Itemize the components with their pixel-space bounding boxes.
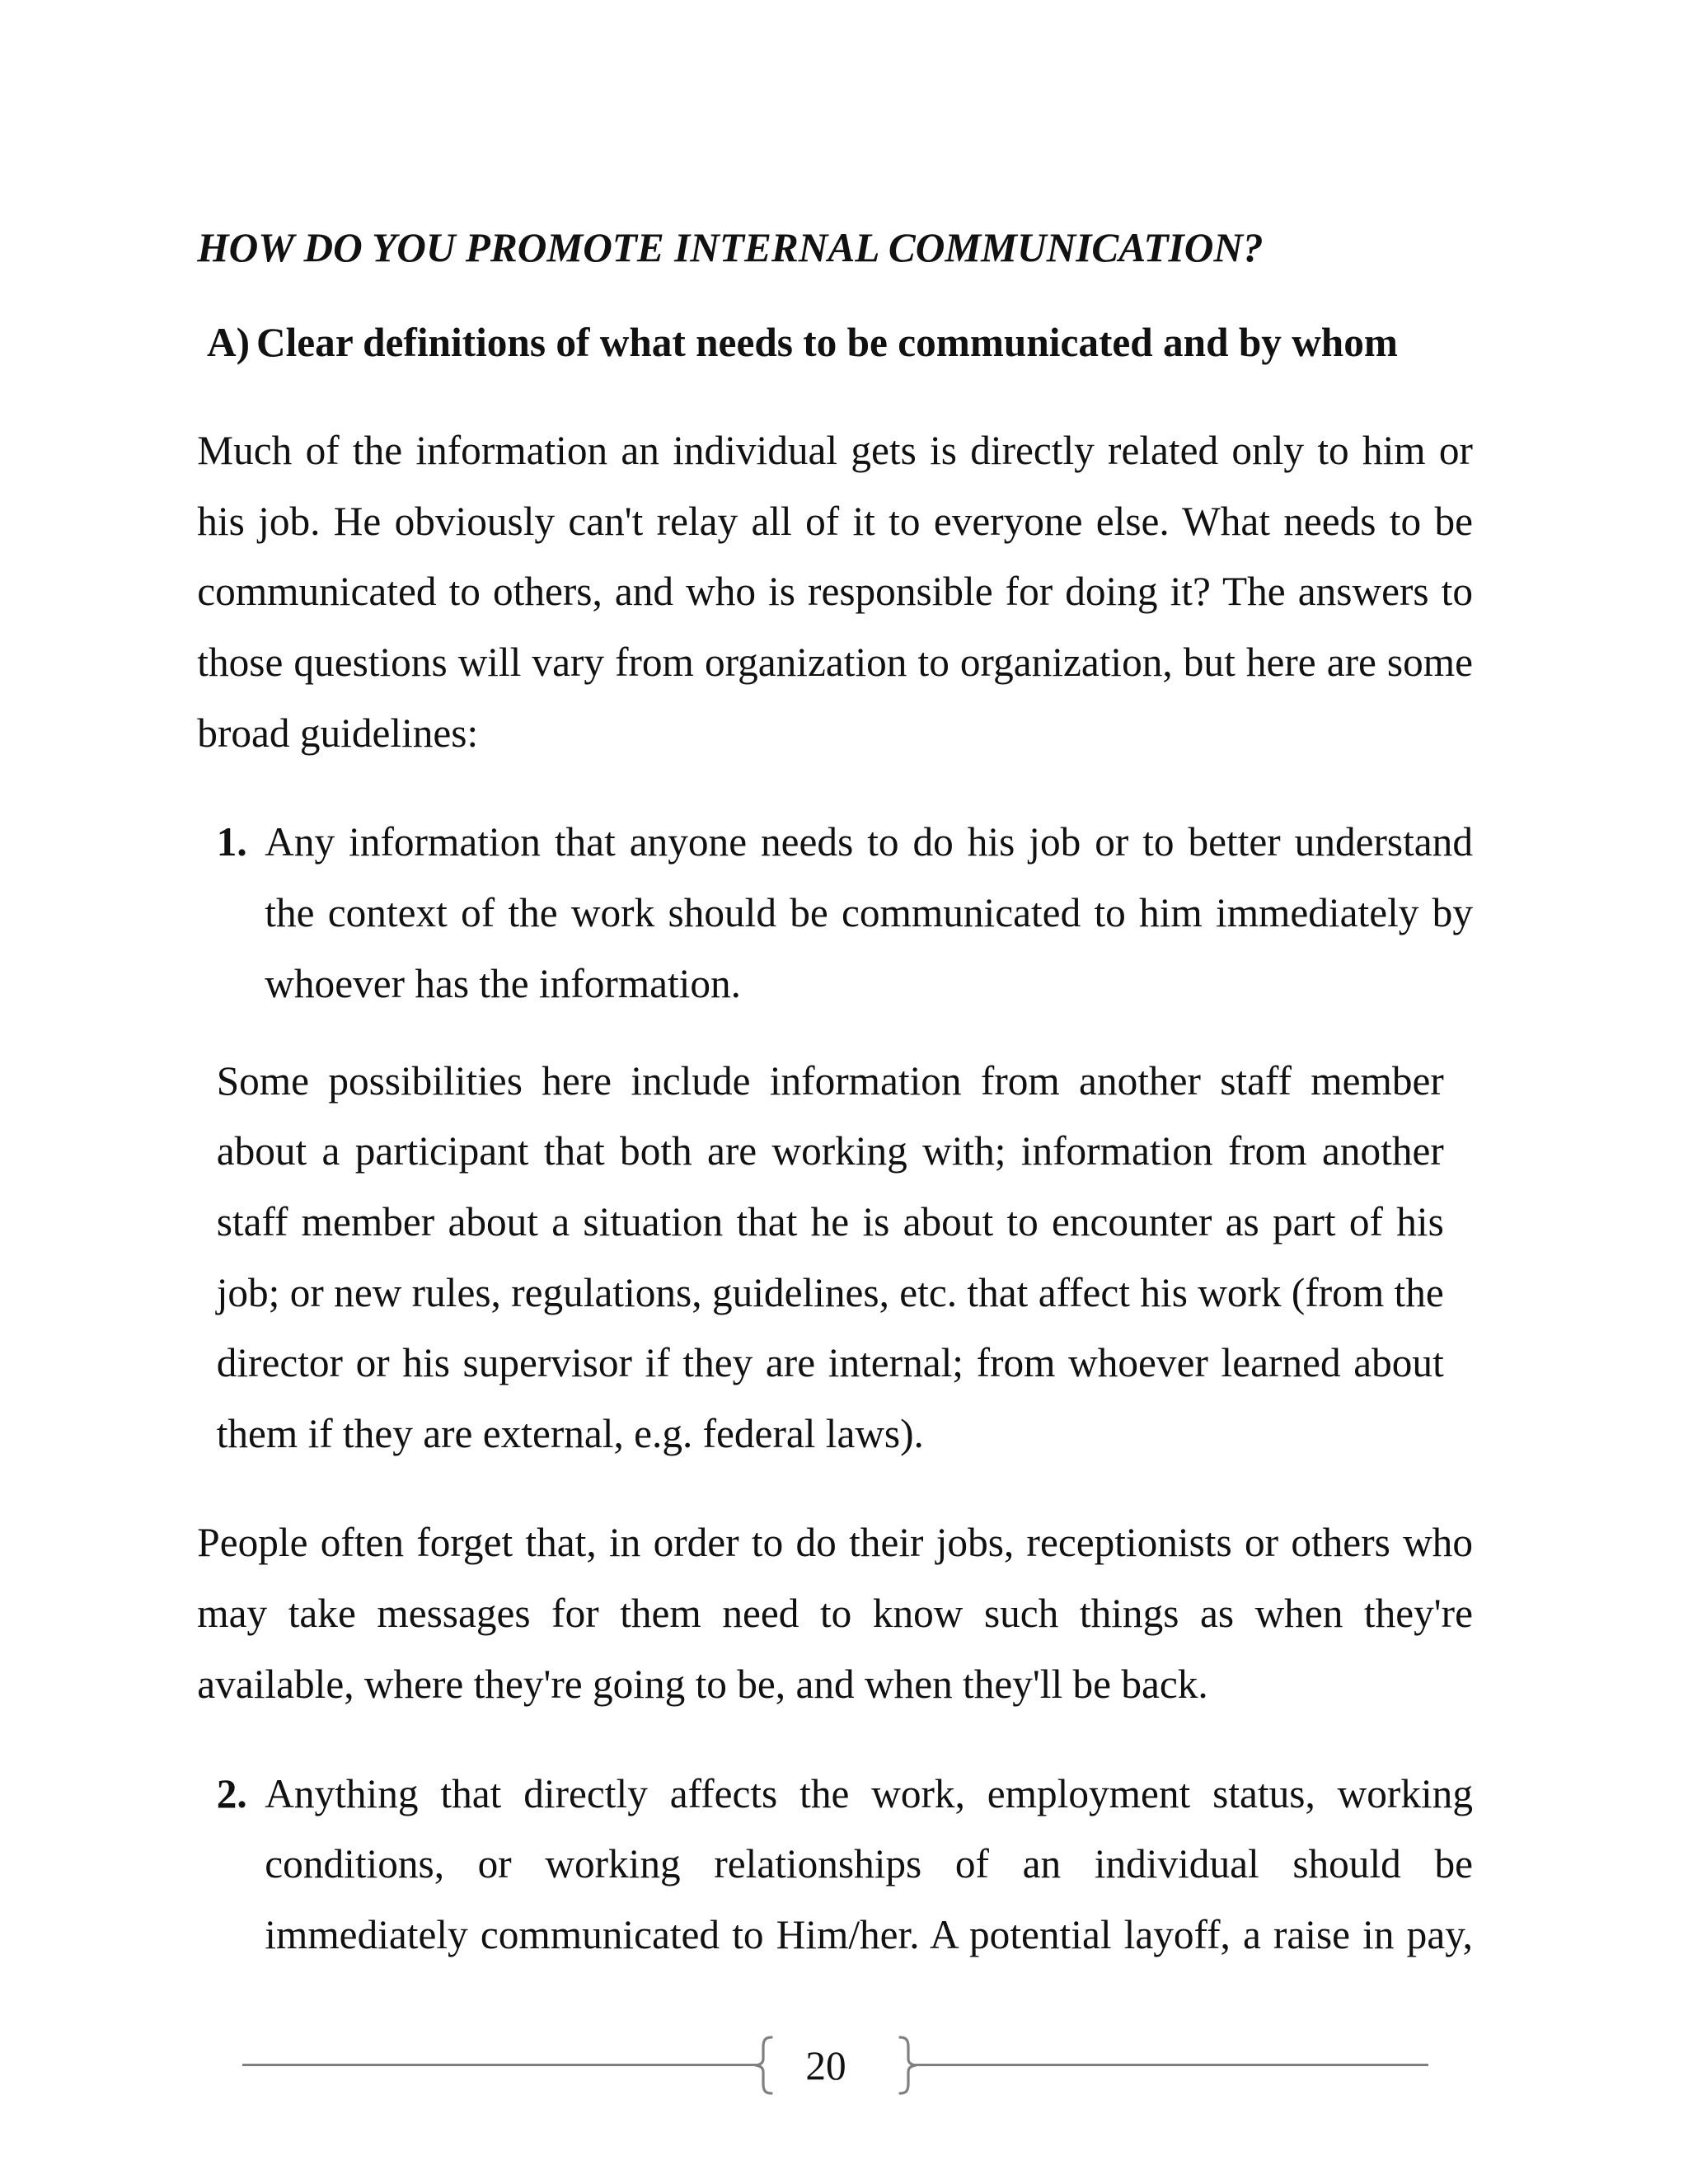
page-number: 20 xyxy=(805,2042,846,2088)
list-item-text xyxy=(265,1759,1473,1971)
section-heading: HOW DO YOU PROMOTE INTERNAL COMMUNICATION? xyxy=(197,225,1264,270)
paragraph-line: communicated to others, and who is responsible for doing it? The answers to xyxy=(197,569,1473,615)
paragraph-line: about a participant that both are working with; information from another xyxy=(216,1128,1444,1174)
list-item-number: 1. xyxy=(216,819,247,865)
paragraph-line: People often forget that, in order to do their jobs, receptionists or others who xyxy=(197,1520,1473,1566)
subsection-marker: A) xyxy=(207,320,251,366)
paragraph-line: immediately communicated to Him/her. A potential layoff, a raise in pay, xyxy=(265,1912,1473,1958)
paragraph-line: them if they are external, e.g. federal laws). xyxy=(216,1411,924,1457)
subsection-title: Clear definitions of what needs to be communicated and by whom xyxy=(256,320,1398,366)
list-item-number: 2. xyxy=(216,1770,247,1816)
left-brace-icon xyxy=(753,2036,775,2095)
right-brace-path xyxy=(900,2037,916,2093)
paragraph-line: the context of the work should be communicated to him immediately by xyxy=(265,889,1473,935)
paragraph-line: those questions will vary from organization to organization, but here are some xyxy=(197,640,1473,685)
paragraph-line: job; or new rules, regulations, guidelines, etc. that affect his work (from the xyxy=(216,1269,1444,1315)
paragraph-line: director or his supervisor if they are internal; from whoever learned about xyxy=(216,1340,1444,1386)
note-paragraph xyxy=(197,1507,1473,1719)
list-item-text xyxy=(265,807,1473,1019)
paragraph-line: broad guidelines: xyxy=(197,710,479,756)
paragraph-line: Some possibilities here include information from another staff member xyxy=(216,1057,1444,1104)
intro-paragraph xyxy=(197,415,1473,769)
paragraph-line: Anything that directly affects the work, employment status, working xyxy=(265,1770,1473,1816)
footer-rule-left xyxy=(242,2064,757,2066)
paragraph-line: staff member about a situation that he is about to encounter as part of his xyxy=(216,1199,1444,1244)
paragraph-line: Much of the information an individual gets is directly related only to him or xyxy=(197,427,1473,473)
examples-paragraph xyxy=(217,1046,1444,1469)
paragraph-line: conditions, or working relationships of an individual should be xyxy=(265,1841,1473,1887)
paragraph-line: whoever has the information. xyxy=(265,960,741,1006)
paragraph-line: his job. He obviously can't relay all of it to everyone else. What needs to be xyxy=(197,498,1473,544)
paragraph-line: available, where they're going to be, and when they'll be back. xyxy=(197,1661,1208,1707)
paragraph-line: Any information that anyone needs to do his job or to better understand xyxy=(265,819,1473,865)
paragraph-line: may take messages for them need to know such things as when they're xyxy=(197,1590,1473,1636)
footer-rule-right xyxy=(915,2064,1428,2066)
left-brace-path xyxy=(756,2037,771,2093)
